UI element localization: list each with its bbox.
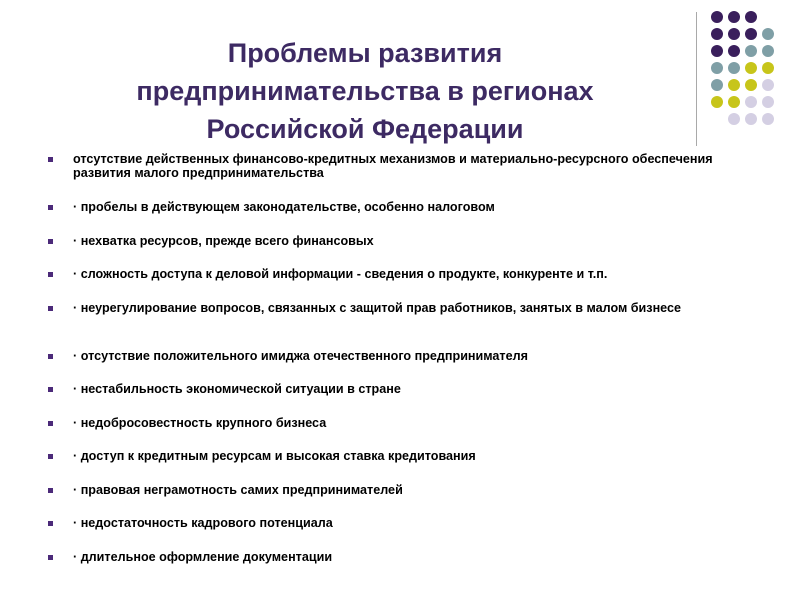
bullet-text: · доступ к кредитным ресурсам и высокая ставка кредитования — [73, 449, 476, 463]
bullet-text: отсутствие действенных финансово-кредитных механизмов и материально-ресурсного обеспечения развития малого предпринимательства — [73, 152, 713, 180]
title-line-1: Проблемы развития — [227, 38, 503, 68]
bullet-marker — [48, 454, 53, 459]
dot-lavender — [762, 79, 774, 91]
dot-lavender — [745, 96, 757, 108]
dot-purple — [745, 11, 757, 23]
bullet-marker — [48, 157, 53, 162]
dot-purple — [711, 45, 723, 57]
dot-purple — [728, 11, 740, 23]
bullet-text: · правовая неграмотность самих предпринимателей — [73, 483, 403, 497]
bullet-text: · нехватка ресурсов, прежде всего финансовых — [73, 234, 374, 248]
bullet-text: · отсутствие положительного имиджа отечественного предпринимателя — [73, 349, 528, 363]
dot-purple — [745, 28, 757, 40]
bullet-marker — [48, 205, 53, 210]
bullet-marker — [48, 354, 53, 359]
dot-yellow — [762, 62, 774, 74]
dot-lavender — [728, 113, 740, 125]
bullet-marker — [48, 306, 53, 311]
bullet-text: · пробелы в действующем законодательстве, особенно налоговом — [73, 200, 495, 214]
bullet-marker — [48, 387, 53, 392]
dot-teal — [711, 79, 723, 91]
bullet-marker — [48, 555, 53, 560]
bullet-text: · недостаточность кадрового потенциала — [73, 516, 333, 530]
dot-lavender — [762, 96, 774, 108]
dot-grid-graphic — [705, 8, 785, 138]
dot-yellow — [745, 62, 757, 74]
bullet-marker — [48, 521, 53, 526]
dot-purple — [711, 28, 723, 40]
dot-purple — [711, 11, 723, 23]
dot-purple — [728, 45, 740, 57]
dot-yellow — [745, 79, 757, 91]
dot-teal — [711, 62, 723, 74]
dot-yellow — [728, 96, 740, 108]
title-line-3: Российской Федерации — [206, 114, 524, 144]
slide-title — [70, 34, 660, 148]
bullet-text: · неурегулирование вопросов, связанных с защитой прав работников, занятых в малом бизнесе — [73, 301, 682, 315]
dot-yellow — [728, 79, 740, 91]
dot-teal — [762, 28, 774, 40]
dot-lavender — [762, 113, 774, 125]
bullet-text: · длительное оформление документации — [73, 550, 333, 564]
dot-teal — [745, 45, 757, 57]
bullet-text: · сложность доступа к деловой информации - сведения о продукте, конкуренте и т.п. — [73, 267, 608, 281]
bullet-text: · нестабильность экономической ситуации в стране — [73, 382, 401, 396]
bullet-marker — [48, 421, 53, 426]
dot-purple — [728, 28, 740, 40]
bullet-text: · недобросовестность крупного бизнеса — [73, 416, 327, 430]
dot-teal — [762, 45, 774, 57]
bullet-marker — [48, 272, 53, 277]
dot-teal — [728, 62, 740, 74]
dot-yellow — [711, 96, 723, 108]
title-line-2: предпринимательства в регионах — [136, 76, 594, 106]
bullet-marker — [48, 239, 53, 244]
decorative-dot-grid — [705, 8, 785, 138]
dot-lavender — [745, 113, 757, 125]
vertical-divider — [696, 12, 697, 146]
bullet-marker — [48, 488, 53, 493]
